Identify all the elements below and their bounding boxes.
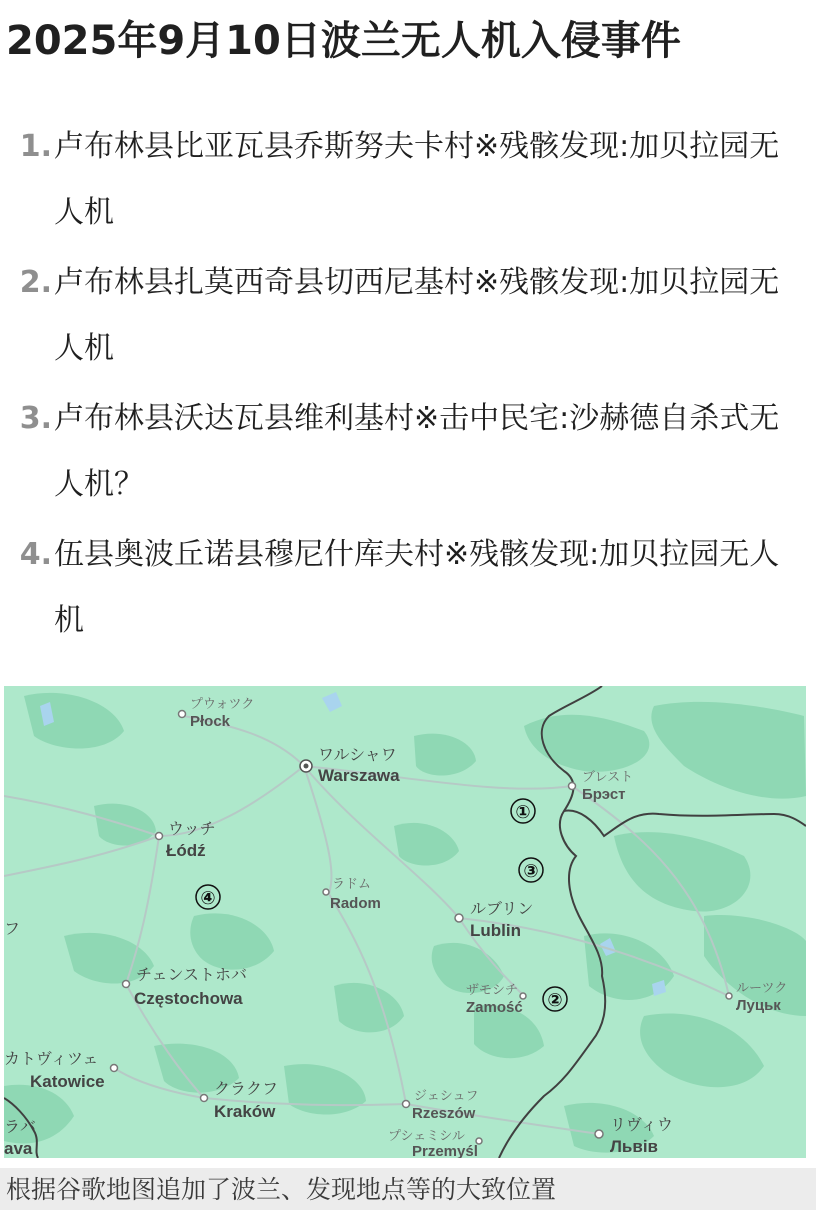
list-item-number: 2. — [19, 265, 52, 300]
list-item-number: 1. — [19, 129, 52, 164]
list-item — [0, 386, 816, 522]
city-label-plock-ja: プウォツク — [190, 697, 255, 712]
incident-list — [0, 114, 816, 658]
capital-icon — [300, 760, 312, 772]
city-label-brest: Брэст — [582, 786, 626, 803]
list-item — [0, 522, 816, 658]
city-label-radom-ja: ラドム — [332, 877, 372, 892]
city-label-brest-ja: ブレスト — [582, 770, 634, 785]
city-label-przemysl: Przemyśl — [412, 1143, 478, 1158]
city-label-lviv: Львів — [610, 1137, 659, 1156]
city-label-krakow-ja: クラクフ — [214, 1079, 279, 1098]
edge-label-left-bottom: ava — [4, 1139, 33, 1158]
city-label-lodz-ja: ウッチ — [168, 819, 216, 838]
list-item-text: 卢布林县扎莫西奇县切西尼基村※残骸发现:加贝拉园无人机 — [54, 265, 780, 366]
city-label-lutsk: Луцьк — [736, 997, 781, 1014]
city-label-warszawa-ja: ワルシャワ — [318, 745, 397, 764]
list-item-text: 卢布林县沃达瓦县维利基村※击中民宅:沙赫德自杀式无人机？ — [54, 401, 780, 502]
city-label-krakow: Kraków — [214, 1102, 276, 1121]
city-label-radom: Radom — [330, 895, 381, 912]
city-label-lublin: Lublin — [470, 921, 521, 940]
map-image — [4, 686, 806, 1158]
city-label-lublin-ja: ルブリン — [470, 899, 534, 918]
svg-text:③: ③ — [523, 861, 539, 882]
page-title: 2025年9月10日波兰无人机入侵事件 — [6, 18, 681, 64]
svg-text:①: ① — [515, 802, 531, 823]
edge-label-left-bottom-ja: ラバ — [4, 1117, 37, 1136]
city-label-lviv-ja: リヴィウ — [610, 1115, 674, 1134]
svg-text:②: ② — [547, 990, 563, 1011]
edge-label-left-mid: フ — [4, 919, 21, 938]
city-label-lodz: Łódź — [166, 841, 206, 860]
city-label-zamosc: Zamość — [466, 999, 523, 1016]
list-item-number: 4. — [19, 537, 52, 572]
list-item-text: 伍县奥波丘诺县穆尼什库夫村※残骸发现:加贝拉园无人机 — [54, 537, 780, 638]
city-label-przemysl-ja: プシェミシル — [388, 1129, 465, 1144]
map-canvas — [4, 686, 806, 1158]
city-label-czestochowa-ja: チェンストホバ — [136, 965, 248, 984]
svg-text:④: ④ — [200, 888, 216, 909]
list-item-text: 卢布林县比亚瓦县乔斯努夫卡村※残骸发现:加贝拉园无人机 — [54, 129, 780, 230]
image-caption: 根据谷歌地图追加了波兰、发现地点等的大致位置 — [0, 1168, 816, 1210]
city-label-zamosc-ja: ザモシチ — [466, 983, 519, 998]
list-item — [0, 250, 816, 386]
city-label-czestochowa: Częstochowa — [134, 989, 243, 1008]
city-label-lutsk-ja: ルーツク — [736, 981, 788, 996]
list-item — [0, 114, 816, 250]
city-label-rzeszow: Rzeszów — [412, 1105, 476, 1122]
list-item-number: 3. — [19, 401, 52, 436]
city-label-plock: Płock — [190, 713, 231, 730]
city-label-rzeszow-ja: ジェシュフ — [414, 1089, 479, 1104]
city-label-katowice: Katowice — [30, 1072, 105, 1091]
city-label-katowice-ja: カトヴィツェ — [4, 1049, 99, 1068]
city-label-warszawa: Warszawa — [318, 766, 400, 785]
